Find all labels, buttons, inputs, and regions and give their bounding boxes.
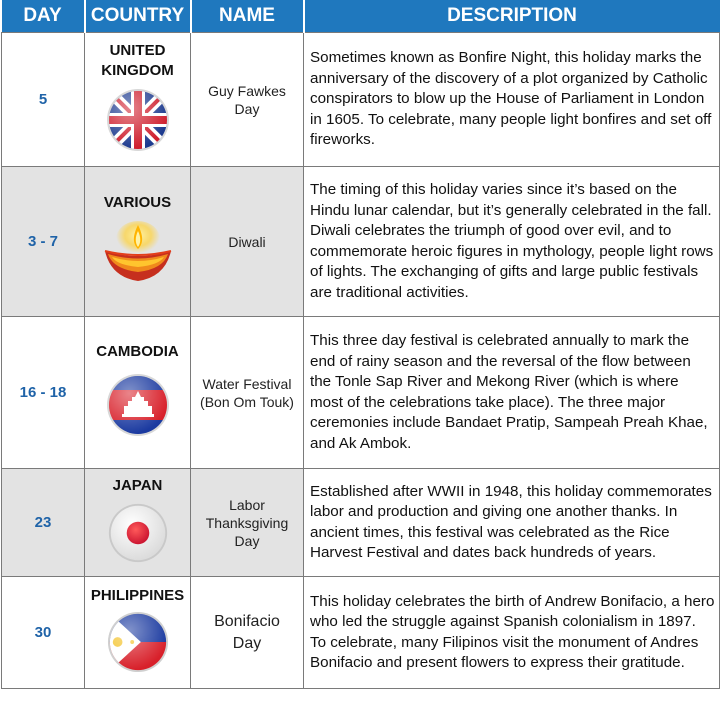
philippines-flag-icon <box>106 610 170 674</box>
header-description: DESCRIPTION <box>304 0 720 33</box>
holiday-name-cell: Labor Thanksgiving Day <box>191 469 304 577</box>
country-name: JAPAN <box>112 477 163 494</box>
country-cell <box>85 317 191 469</box>
day-cell: 30 <box>2 577 85 689</box>
description-cell: This three day festival is celebrated annually to mark the end of rainy season and the reversal of the flow between the Tonle Sap River and Mekong River (which is where most of the celebrations take place). The three major ceremonies include Bandaet Pratip, Sampeah Preah Khae, and Ak Ambok. <box>304 317 720 469</box>
country-name: PHILIPPINES <box>90 587 185 604</box>
holiday-name-cell: Diwali <box>191 167 304 317</box>
description-cell: Sometimes known as Bonfire Night, this holiday marks the anniversary of the discovery of a plot organized by Catholic conspirators to blow up the House of Parliament in London in 1605. To celebrate, many people light bonfires and set off fireworks. <box>304 33 720 167</box>
day-cell: 23 <box>2 469 85 577</box>
diya-lamp-icon <box>99 221 177 285</box>
country-name: VARIOUS <box>103 194 172 211</box>
country-cell <box>85 33 191 167</box>
country-name: CAMBODIA <box>96 343 179 360</box>
japan-flag-icon <box>107 502 169 564</box>
table-row <box>2 469 720 577</box>
holiday-name-cell: Water Festival (Bon Om Touk) <box>191 317 304 469</box>
description-cell: The timing of this holiday varies since it’s based on the Hindu lunar calendar, but it’s generally celebrated in the fall. Diwali celebrates the triumph of good over evil, and to commemorate heroic figures in mythology, people light rows of lights. The exchanging of gifts and large public festivals are traditional activities. <box>304 167 720 317</box>
table-row <box>2 167 720 317</box>
header-day: DAY <box>2 0 85 33</box>
country-cell <box>85 167 191 317</box>
holiday-name-cell: Guy Fawkes Day <box>191 33 304 167</box>
description-cell: Established after WWII in 1948, this holiday commemorates labor and production and giving one another thanks. In ancient times, this festival was celebrated as the Rice Harvest Festival and dates back hundreds of years. <box>304 469 720 577</box>
day-cell: 16 - 18 <box>2 317 85 469</box>
day-cell: 5 <box>2 33 85 167</box>
description-cell: This holiday celebrates the birth of Andrew Bonifacio, a hero who led the struggle against Spanish colonialism in 1897. To celebrate, many Filipinos visit the monument of Andres Bonifacio and present flowers to express their gratitude. <box>304 577 720 689</box>
cambodia-flag-icon <box>105 372 171 438</box>
uk-flag-icon <box>105 87 171 153</box>
day-cell: 3 - 7 <box>2 167 85 317</box>
header-name: NAME <box>191 0 304 33</box>
holiday-name-cell: Bonifacio Day <box>191 577 304 689</box>
table-header-row <box>2 0 720 33</box>
holiday-table <box>1 0 720 689</box>
country-cell <box>85 577 191 689</box>
table-row <box>2 33 720 167</box>
table-row <box>2 317 720 469</box>
table-row <box>2 577 720 689</box>
country-cell <box>85 469 191 577</box>
header-country: COUNTRY <box>85 0 191 33</box>
country-name: UNITED KINGDOM <box>101 42 174 79</box>
